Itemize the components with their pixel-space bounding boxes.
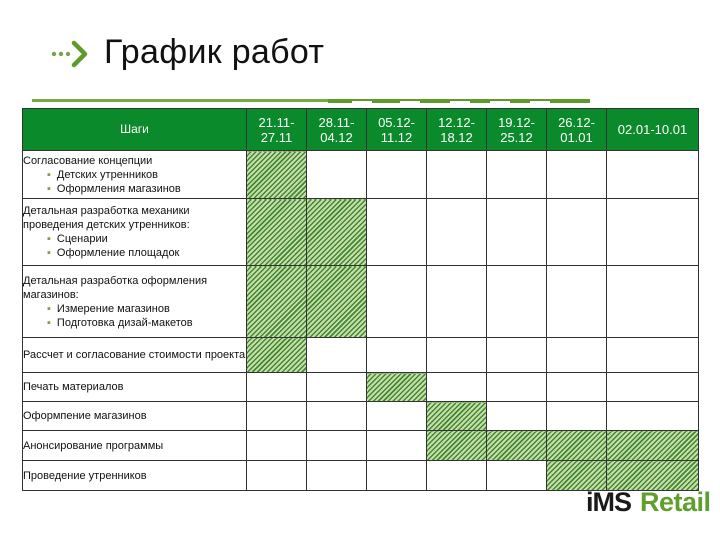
schedule-cell-active xyxy=(427,431,487,461)
period-header: 05.12- 11.12 xyxy=(367,109,427,151)
step-subitem: ▪ Сценарии xyxy=(59,232,246,246)
step-label: Анонсирование программы xyxy=(23,439,164,452)
period-header: 19.12- 25.12 xyxy=(487,109,547,151)
underline-gap xyxy=(490,101,510,104)
schedule-cell-active xyxy=(607,461,699,491)
table-row xyxy=(23,431,699,461)
schedule-cell xyxy=(547,338,607,373)
schedule-cell-active xyxy=(307,199,367,266)
schedule-cell xyxy=(427,151,487,199)
schedule-cell xyxy=(307,373,367,402)
table-row xyxy=(23,151,699,199)
schedule-cell xyxy=(427,199,487,266)
schedule-cell-active xyxy=(607,431,699,461)
step-cell xyxy=(23,402,247,431)
period-header: 21.11- 27.11 xyxy=(247,109,307,151)
step-label: Детальная разработка оформления магазинов: xyxy=(23,274,208,301)
schedule-cell xyxy=(247,461,307,491)
schedule-cell-active xyxy=(247,338,307,373)
schedule-cell-active xyxy=(547,461,607,491)
schedule-cell xyxy=(607,151,699,199)
step-subitem: ▪ Оформления магазинов xyxy=(59,182,246,196)
schedule-cell xyxy=(607,402,699,431)
table-row xyxy=(23,373,699,402)
schedule-cell xyxy=(547,373,607,402)
schedule-cell xyxy=(367,266,427,338)
page-title: График работ xyxy=(104,33,325,71)
period-header: 28.11- 04.12 xyxy=(307,109,367,151)
arrow-icon xyxy=(50,36,94,72)
underline-gap xyxy=(400,101,420,104)
schedule-cell-active xyxy=(487,431,547,461)
step-cell xyxy=(23,373,247,402)
schedule-cell-active xyxy=(307,266,367,338)
schedule-cell xyxy=(607,338,699,373)
step-label: Детальная разработка механики проведения детских утренников: xyxy=(23,205,190,231)
schedule-cell-active xyxy=(247,199,307,266)
schedule-cell xyxy=(427,461,487,491)
schedule-cell xyxy=(247,402,307,431)
schedule-cell xyxy=(427,266,487,338)
schedule-cell xyxy=(307,402,367,431)
schedule-cell xyxy=(307,431,367,461)
schedule-cell xyxy=(367,338,427,373)
schedule-cell-active xyxy=(247,151,307,199)
step-subitems xyxy=(23,168,246,196)
step-subitem: ▪ Подготовка дизай-макетов xyxy=(59,316,246,330)
step-cell xyxy=(23,338,247,373)
schedule-cell xyxy=(607,373,699,402)
step-subitem: ▪ Оформление площадок xyxy=(59,246,246,260)
table-row xyxy=(23,266,699,338)
schedule-cell xyxy=(487,199,547,266)
schedule-cell xyxy=(547,151,607,199)
table-row xyxy=(23,338,699,373)
step-cell xyxy=(23,461,247,491)
table-body xyxy=(23,151,699,491)
logo-retail-text: Retail xyxy=(640,487,711,517)
underline-gap xyxy=(530,101,550,104)
schedule-cell xyxy=(487,373,547,402)
schedule-cell xyxy=(427,373,487,402)
schedule-cell xyxy=(307,338,367,373)
table-row xyxy=(23,402,699,431)
step-subitem: ▪ Детских утренников xyxy=(59,168,246,182)
schedule-cell xyxy=(427,338,487,373)
schedule-cell-active xyxy=(427,402,487,431)
schedule-cell xyxy=(367,402,427,431)
schedule-cell xyxy=(367,199,427,266)
step-cell xyxy=(23,151,247,199)
table-row xyxy=(23,199,699,266)
schedule-table xyxy=(22,108,699,491)
step-subitems xyxy=(23,232,246,260)
schedule-cell xyxy=(367,461,427,491)
schedule-cell xyxy=(547,266,607,338)
step-cell xyxy=(23,431,247,461)
step-cell xyxy=(23,266,247,338)
step-label: Печать материалов xyxy=(23,381,124,393)
schedule-cell-active xyxy=(367,373,427,402)
underline-gap xyxy=(450,101,470,104)
step-cell xyxy=(23,199,247,266)
steps-header: Шаги xyxy=(23,109,247,151)
period-header: 26.12- 01.01 xyxy=(547,109,607,151)
schedule-cell xyxy=(487,151,547,199)
schedule-cell xyxy=(247,431,307,461)
table-header-row xyxy=(23,109,699,151)
step-subitem: ▪ Измерение магазинов xyxy=(59,302,246,316)
schedule-cell xyxy=(307,151,367,199)
schedule-cell xyxy=(607,199,699,266)
schedule-cell xyxy=(607,266,699,338)
schedule-cell-active xyxy=(547,431,607,461)
step-label: Согласование концепции xyxy=(23,154,153,167)
schedule-cell xyxy=(247,373,307,402)
step-subitems xyxy=(23,302,246,330)
underline-gap xyxy=(352,101,372,104)
step-label: Рассчет и согласование стоимости проекта xyxy=(23,349,246,361)
schedule-cell xyxy=(487,461,547,491)
schedule-cell-active xyxy=(247,266,307,338)
schedule-cell xyxy=(547,402,607,431)
schedule-cell xyxy=(547,199,607,266)
title-underline xyxy=(32,99,328,102)
schedule-cell xyxy=(487,266,547,338)
schedule-cell xyxy=(307,461,367,491)
table-row xyxy=(23,461,699,491)
schedule-cell xyxy=(367,151,427,199)
period-header: 02.01-10.01 xyxy=(607,109,699,151)
period-header: 12.12- 18.12 xyxy=(427,109,487,151)
step-label: Оформпение магазинов xyxy=(23,410,147,422)
schedule-cell xyxy=(367,431,427,461)
schedule-cell xyxy=(487,402,547,431)
schedule-cell xyxy=(487,338,547,373)
step-label: Проведение утренников xyxy=(23,469,147,482)
logo-ims-text: iMS xyxy=(586,487,632,517)
